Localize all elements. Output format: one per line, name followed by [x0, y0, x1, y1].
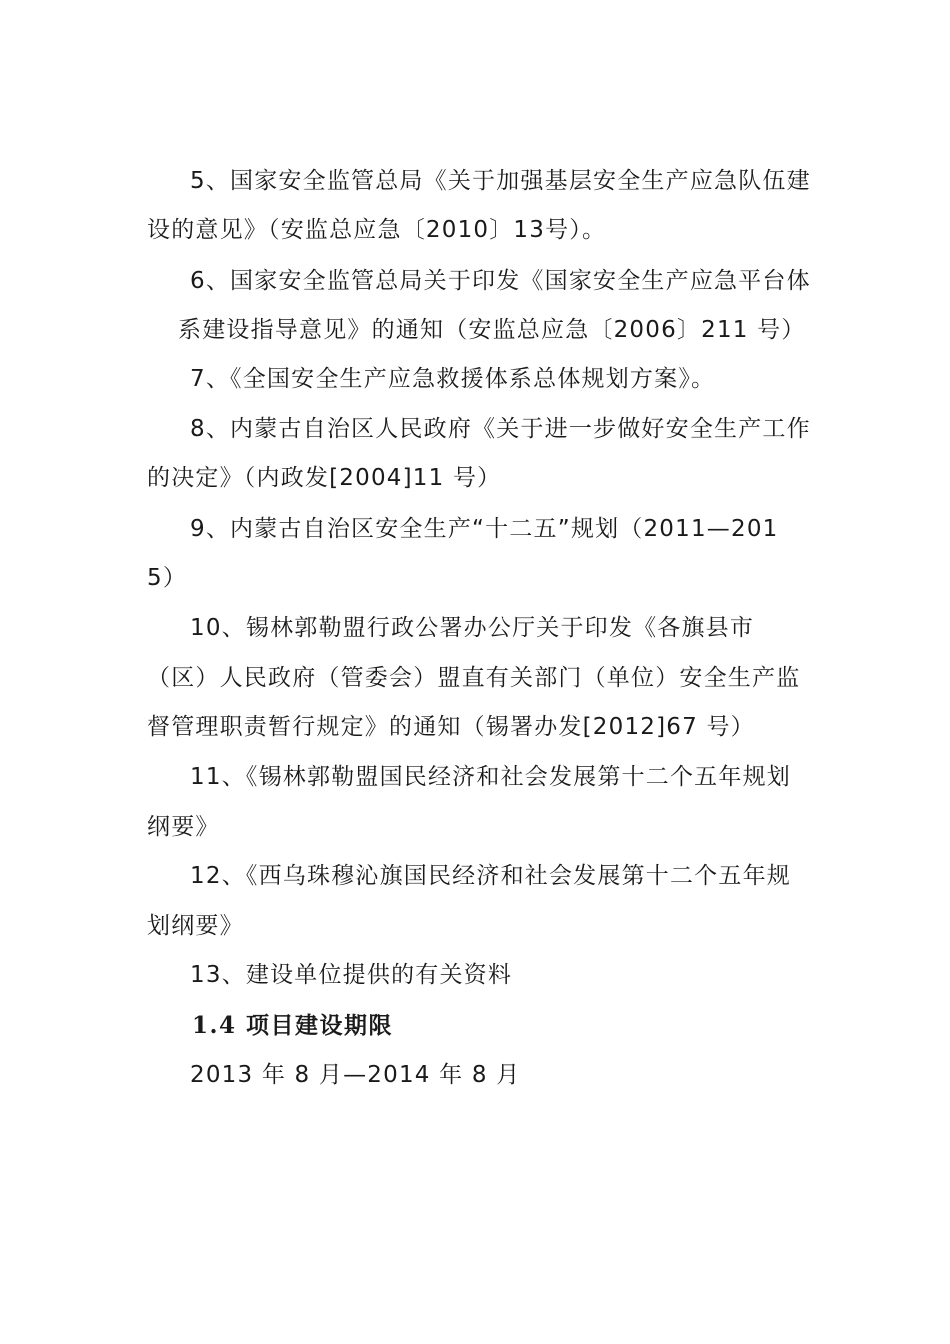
reference-item-10-line-2: （区）人民政府（管委会）盟直有关部门（单位）安全生产监	[147, 665, 801, 691]
reference-item-5-line-2: 设的意见》（安监总应急〔2010〕13号）。	[147, 217, 607, 243]
reference-item-9-line-1: 9、内蒙古自治区安全生产“十二五”规划（2011—201	[190, 516, 779, 542]
reference-item-11-line-2: 纲要》	[147, 814, 220, 840]
reference-item-5-line-1: 5、国家安全监管总局《关于加强基层安全生产应急队伍建	[190, 168, 811, 194]
reference-item-11-line-1: 11、《锡林郭勒盟国民经济和社会发展第十二个五年规划	[190, 764, 791, 790]
reference-item-9-line-2: 5）	[147, 565, 188, 591]
construction-period: 2013 年 8 月—2014 年 8 月	[190, 1062, 521, 1088]
reference-item-10-line-1: 10、锡林郭勒盟行政公署办公厅关于印发《各旗县市	[190, 615, 755, 641]
reference-item-8-line-2: 的决定》（内政发[2004]11 号）	[147, 465, 502, 491]
reference-item-12-line-2: 划纲要》	[147, 913, 244, 939]
reference-item-6-line-2: 系建设指导意见》的通知（安监总应急〔2006〕211 号）	[178, 317, 806, 343]
section-heading: 1.4 项目建设期限	[192, 1012, 394, 1039]
reference-item-10-line-3: 督管理职责暂行规定》的通知（锡署办发[2012]67 号）	[147, 714, 755, 740]
reference-item-8-line-1: 8、内蒙古自治区人民政府《关于进一步做好安全生产工作	[190, 416, 811, 442]
reference-item-6-line-1: 6、国家安全监管总局关于印发《国家安全生产应急平台体	[190, 268, 811, 294]
reference-item-7-line-1: 7、《全国安全生产应急救援体系总体规划方案》。	[190, 366, 716, 392]
reference-item-12-line-1: 12、《西乌珠穆沁旗国民经济和社会发展第十二个五年规	[190, 863, 791, 889]
reference-item-13-line-1: 13、建设单位提供的有关资料	[190, 962, 513, 988]
